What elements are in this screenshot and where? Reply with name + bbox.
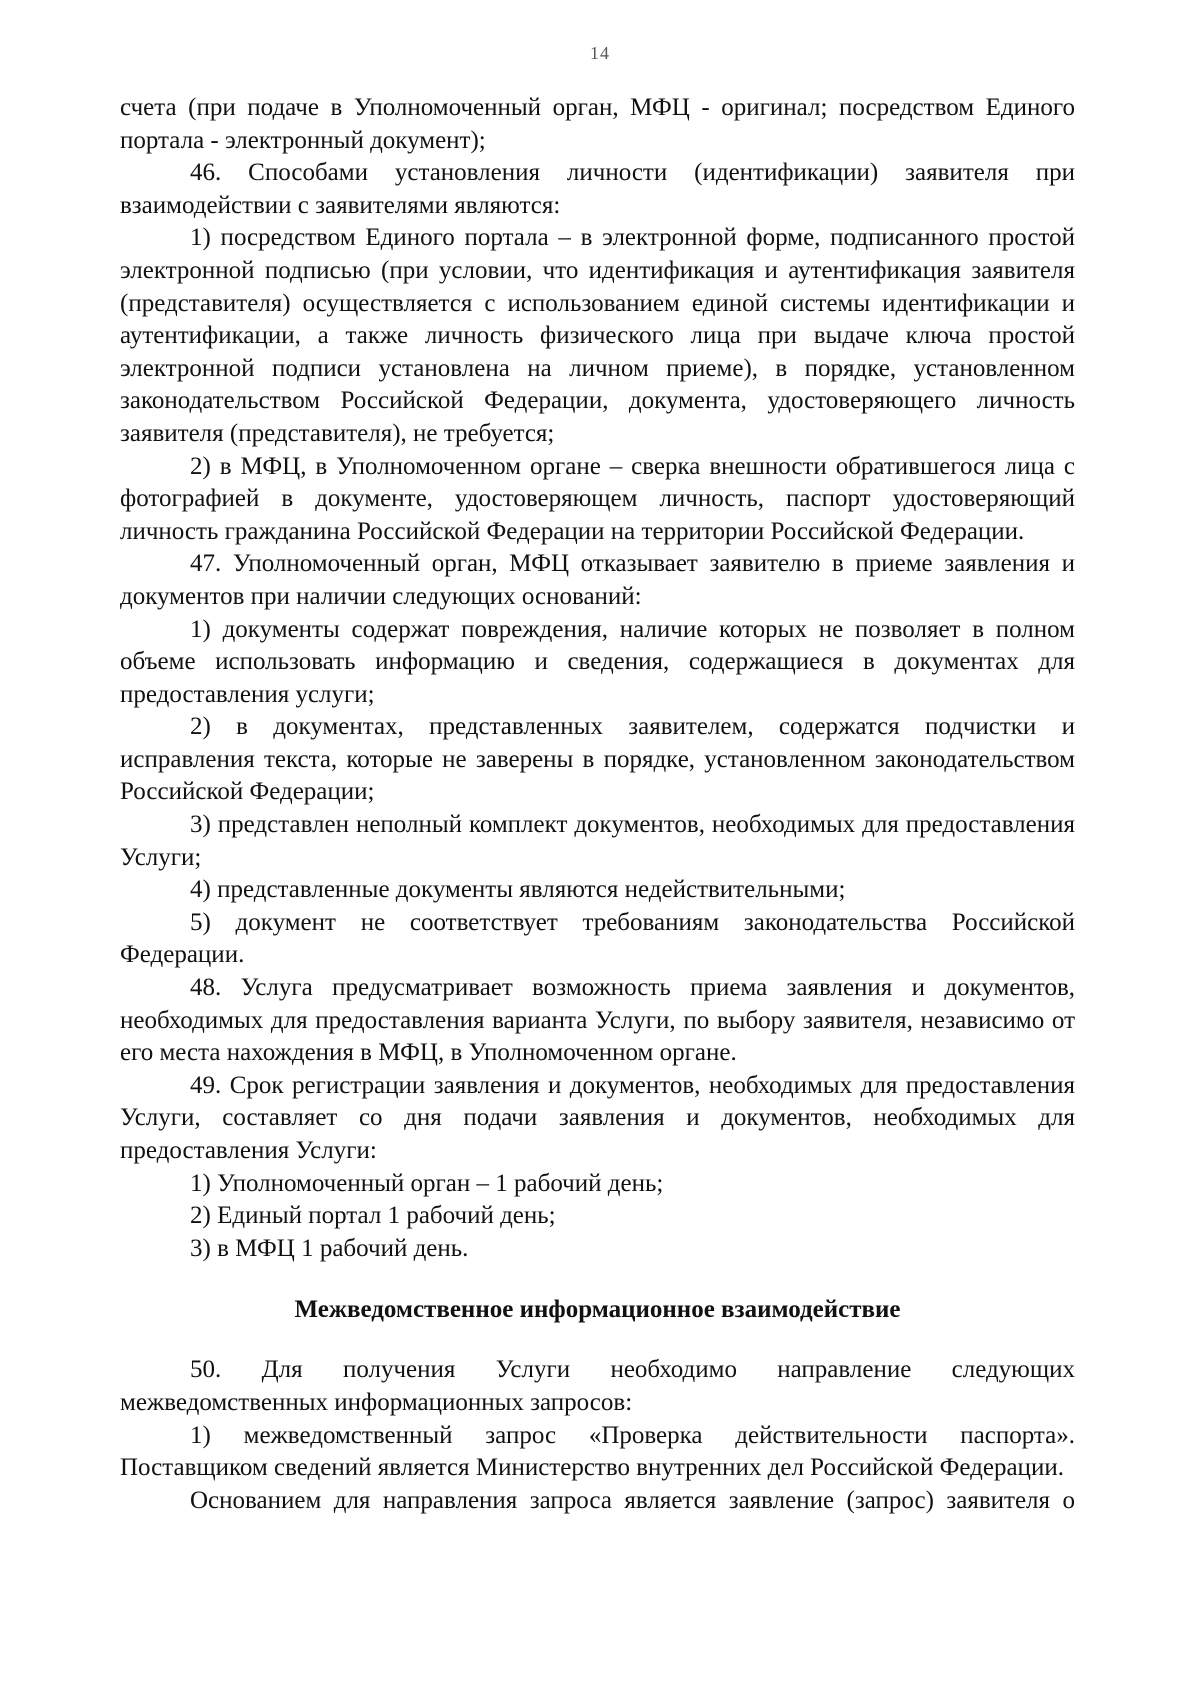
paragraph-49-item-3: 3) в МФЦ 1 рабочий день.: [190, 1234, 469, 1262]
page-number: 14: [590, 43, 610, 63]
paragraph-47-item-1: 1) документы содержат повреждения, наличие которых не позволяет в полном объеме использовать информацию и сведения, содержащиеся в документах для предоставления услуги;: [120, 615, 1075, 708]
paragraph-50-item-1: 1) межведомственный запрос «Проверка действительности паспорта». Поставщиком сведений является Министерство внутренних дел Российской Федерации.: [120, 1421, 1075, 1482]
paragraph-46-item-1: 1) посредством Единого портала – в электронной форме, подписанного простой электронной подписью (при условии, что идентификация и аутентификация заявителя (представителя) осуществляется с использованием единой системы идентификации и аутентификации, а также личность физического лица при выдаче ключа простой электронной подписи установлена на личном приеме), в порядке, установленном законодательством Российской Федерации, документа, удостоверяющего личность заявителя (представителя), не требуется;: [120, 224, 1075, 447]
paragraph-48: 48. Услуга предусматривает возможность приема заявления и документов, необходимых для предоставления варианта Услуги, по выбору заявителя, независимо от его места нахождения в МФЦ, в Уполномоченном органе.: [120, 974, 1075, 1067]
paragraph-47: 47. Уполномоченный орган, МФЦ отказывает заявителю в приеме заявления и документов при наличии следующих оснований:: [120, 550, 1075, 610]
paragraph-46: 46. Способами установления личности (идентификации) заявителя при взаимодействии с заявителями являются:: [120, 159, 1075, 219]
paragraph-continuation: счета (при подаче в Уполномоченный орган, МФЦ - оригинал; посредством Единого портала - электронный документ);: [120, 94, 1075, 154]
paragraph-47-item-3: 3) представлен неполный комплект документов, необходимых для предоставления Услуги;: [120, 811, 1075, 871]
document-body: [120, 92, 1075, 1517]
paragraph-47-item-5: 5) документ не соответствует требованиям законодательства Российской Федерации.: [120, 908, 1075, 969]
paragraph-49: 49. Срок регистрации заявления и документов, необходимых для предоставления Услуги, составляет со дня подачи заявления и документов, необходимых для предоставления Услуги:: [120, 1071, 1075, 1164]
paragraph-47-item-4: 4) представленные документы являются недействительными;: [190, 876, 846, 904]
paragraph-47-item-2: 2) в документах, представленных заявителем, содержатся подчистки и исправления текста, которые не заверены в порядке, установленном законодательством Российской Федерации;: [120, 713, 1075, 806]
paragraph-49-item-2: 2) Единый портал 1 рабочий день;: [190, 1202, 556, 1230]
paragraph-49-item-1: 1) Уполномоченный орган – 1 рабочий день;: [190, 1169, 664, 1197]
paragraph-50: 50. Для получения Услуги необходимо направление следующих межведомственных информационных запросов:: [120, 1356, 1075, 1416]
paragraph-50-basis: Основанием для направления запроса является заявление (запрос) заявителя о: [190, 1486, 1075, 1514]
section-heading: Межведомственное информационное взаимодействие: [294, 1296, 901, 1324]
paragraph-46-item-2: 2) в МФЦ, в Уполномоченном органе – сверка внешности обратившегося лица с фотографией в документе, удостоверяющем личность, паспорт удостоверяющий личность гражданина Российской Федерации на территории Российской Федерации.: [120, 452, 1075, 545]
